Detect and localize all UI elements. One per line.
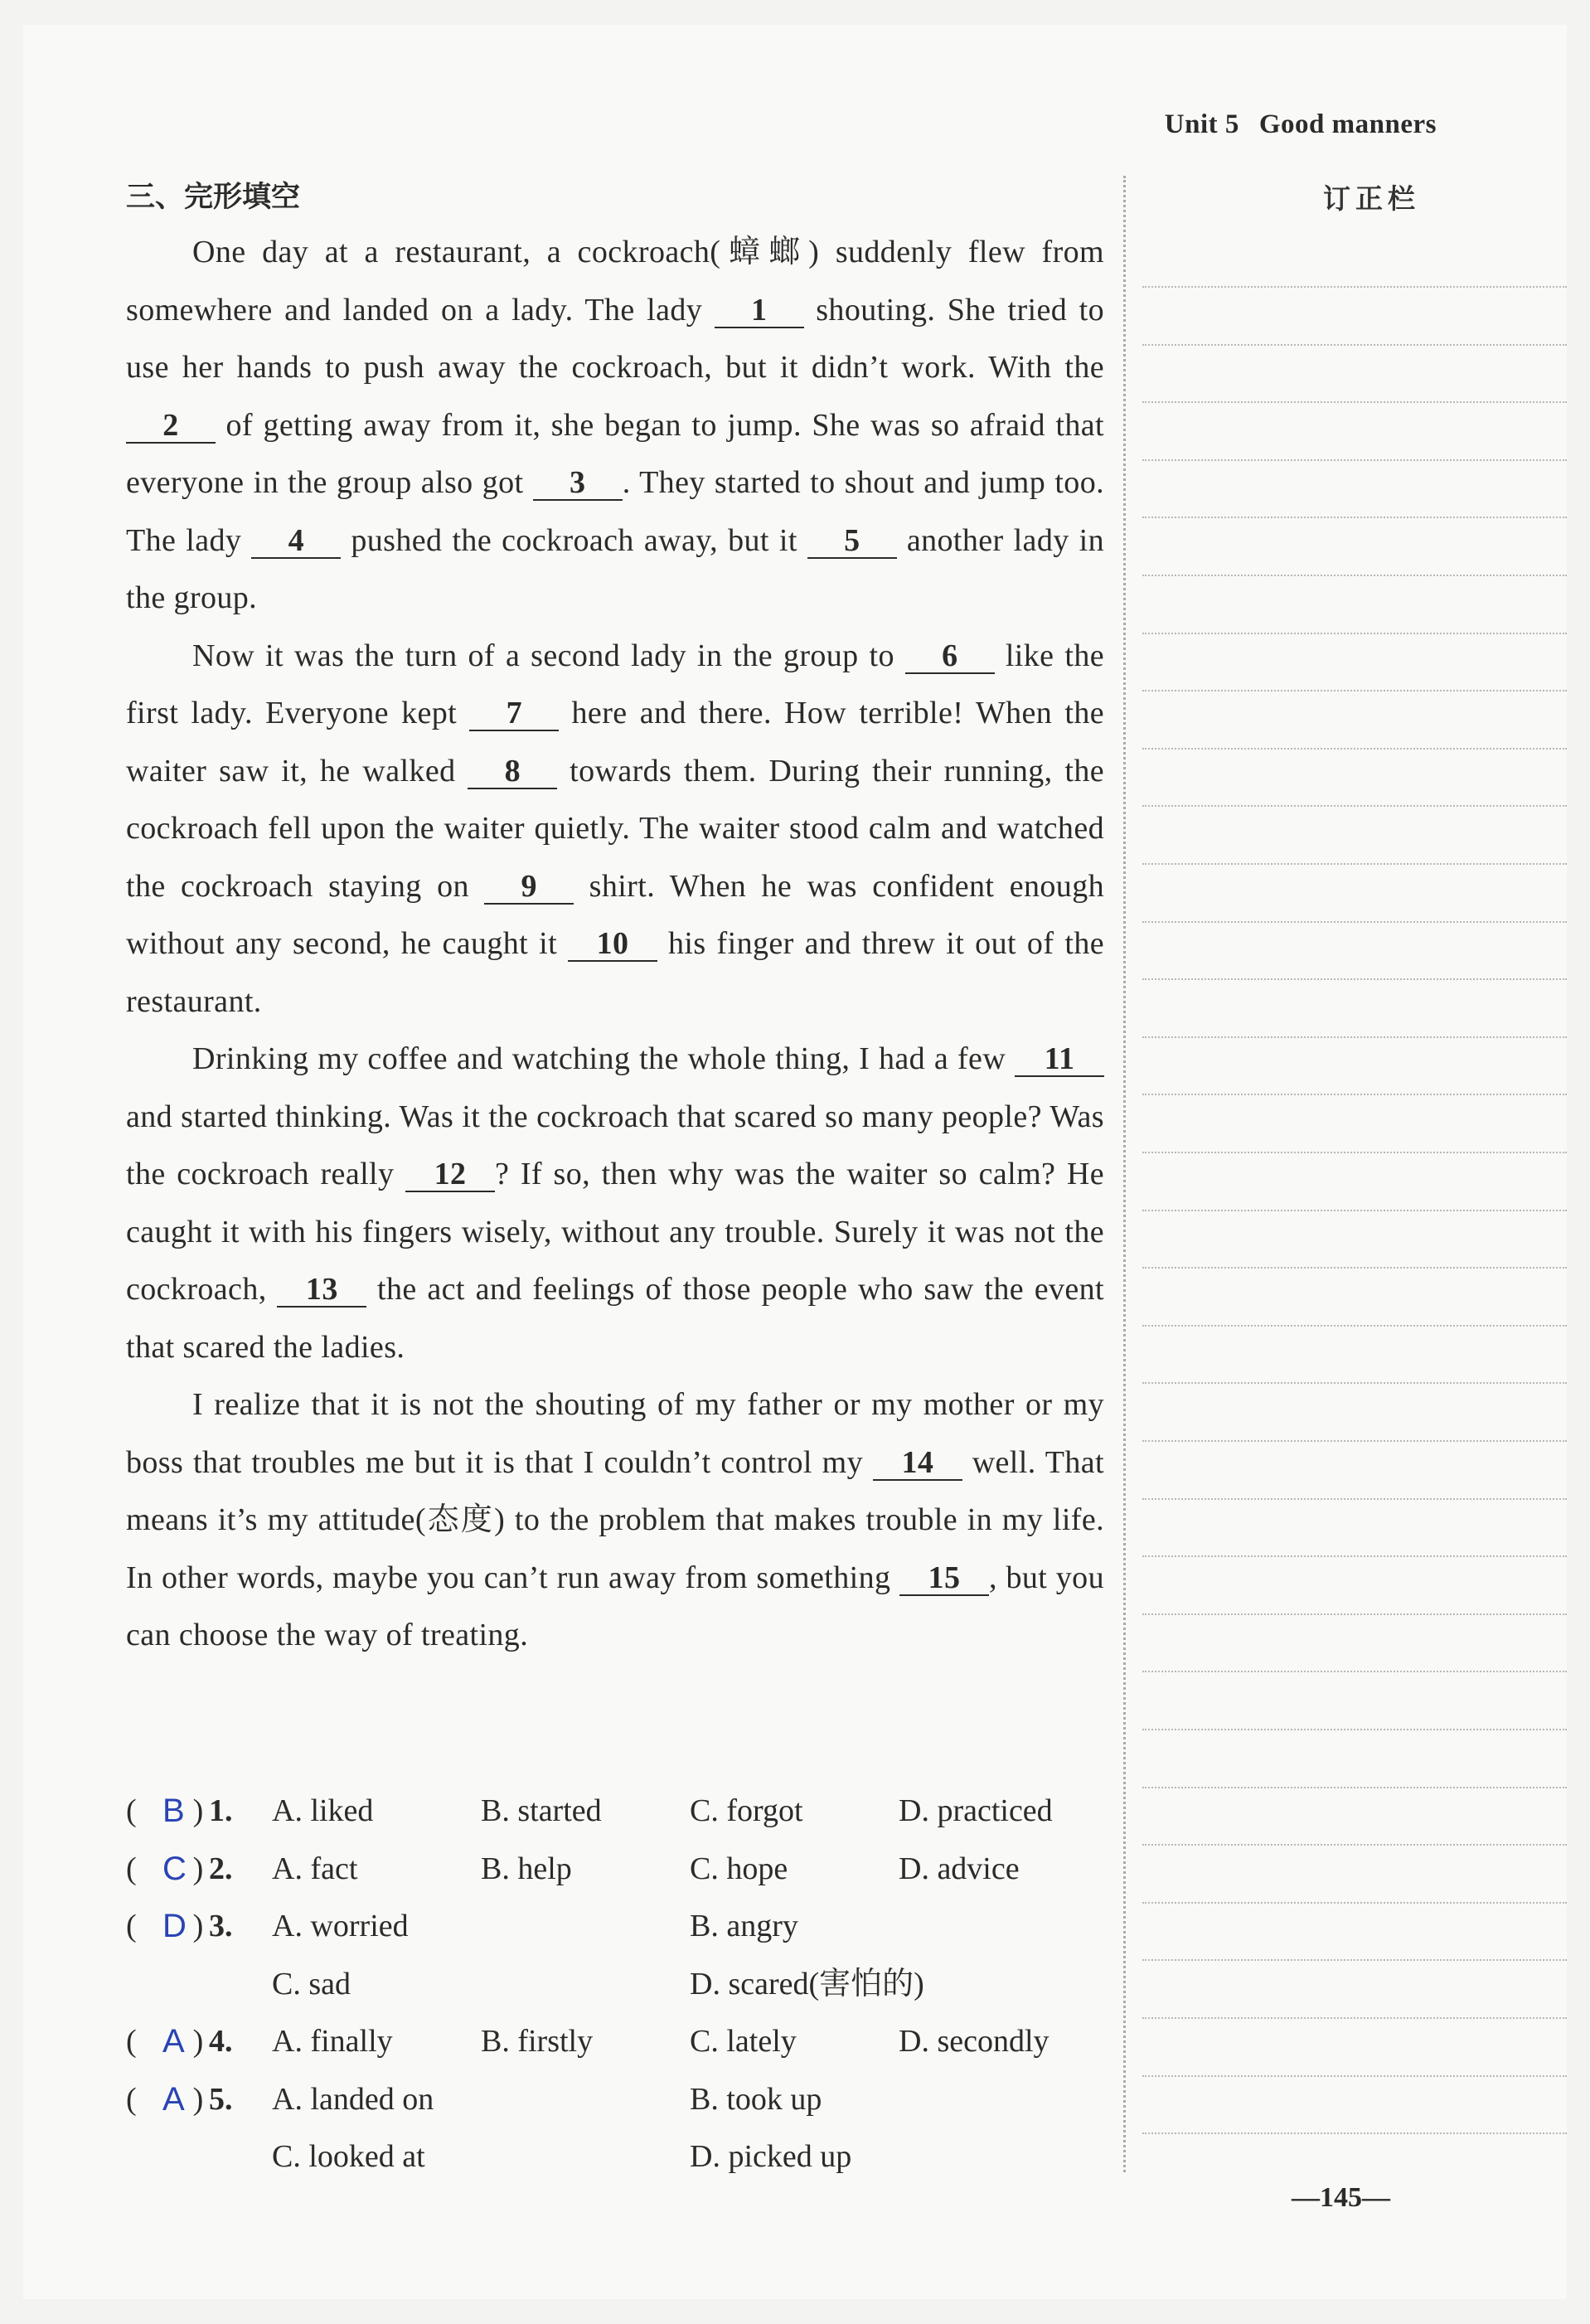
column-divider [1123, 176, 1126, 2172]
option-a: A. worried [272, 1909, 409, 1943]
correction-line [1142, 401, 1567, 403]
blank-3: 3 [533, 466, 623, 501]
option-c: C. hope [690, 1851, 788, 1886]
correction-line [1142, 286, 1567, 288]
option-d: D. practiced [899, 1793, 1053, 1828]
paragraph-2: Now it was the turn of a second lady in the group to 6 like the first lady. Everyone kept 7 here and there. How terrible! When the waiter saw it, he walked 8 towards them. During their running, the cockroach fell upon the waiter quietly. The waiter stood calm and watched the cockroach staying on 9 shirt. When he was confident enough without any second, he caught it 10 his finger and threw it out of the restaurant. [126, 638, 1104, 1019]
correction-line [1142, 1036, 1567, 1038]
question-number: 1. [209, 1793, 233, 1828]
correction-line [1142, 1440, 1567, 1442]
blank-8: 8 [468, 754, 557, 789]
answer-mark: A [162, 2023, 185, 2060]
correction-line [1142, 344, 1567, 346]
correction-line [1142, 2132, 1567, 2134]
correction-line [1142, 517, 1567, 518]
blank-9: 9 [484, 870, 574, 905]
question-5-continued [126, 2128, 1104, 2186]
correction-line [1142, 690, 1567, 691]
unit-label: Unit 5 [1164, 109, 1239, 139]
blank-6: 6 [905, 639, 995, 674]
correction-line [1142, 459, 1567, 461]
blank-7: 7 [469, 696, 559, 731]
correction-line [1142, 1959, 1567, 1961]
correction-line [1142, 1152, 1567, 1153]
correction-line [1142, 1382, 1567, 1384]
option-d: D. picked up [690, 2139, 852, 2174]
page-number: —145— [1292, 2182, 1390, 2213]
question-number: 5. [209, 2081, 233, 2117]
answer-bracket: ( ) [126, 1851, 204, 1886]
blank-5: 5 [807, 524, 897, 559]
option-b: B. help [481, 1851, 572, 1886]
question-number: 3. [209, 1909, 233, 1943]
correction-line [1142, 1555, 1567, 1557]
correction-line [1142, 2075, 1567, 2077]
correction-line [1142, 805, 1567, 807]
question-3 [126, 1898, 1104, 1956]
question-3-continued [126, 1956, 1104, 2014]
question-number: 2. [209, 1851, 233, 1886]
correction-line [1142, 921, 1567, 923]
option-d: D. advice [899, 1851, 1020, 1886]
correction-line [1142, 1267, 1567, 1269]
correction-line [1142, 978, 1567, 980]
cloze-passage [126, 224, 1104, 1665]
blank-12: 12 [405, 1157, 495, 1192]
correction-line [1142, 1613, 1567, 1615]
paragraph-1: One day at a restaurant, a cockroach(蟑螂) suddenly flew from somewhere and landed on a lady. The lady 1 shouting. She tried to use her hands to push away the cockroach, but it didn’t work. With the 2 of getting away from it, she began to jump. She was so afraid that everyone in the group also got 3 . They started to shout and jump too. The lady 4 pushed the cockroach away, but it 5 another lady in the group. [126, 235, 1105, 615]
answer-bracket: ( ) [126, 2024, 204, 2059]
question-number: 4. [209, 2024, 233, 2059]
correction-line [1142, 1210, 1567, 1211]
correction-line [1142, 1094, 1567, 1095]
correction-line [1142, 633, 1567, 634]
correction-line [1142, 863, 1567, 865]
correction-column-title: 订正栏 [1323, 182, 1420, 215]
correction-line [1142, 1671, 1567, 1672]
blank-11: 11 [1015, 1042, 1104, 1077]
blank-10: 10 [568, 927, 657, 962]
section-title: 三、完形填空 [126, 181, 301, 214]
answer-bracket: ( ) [126, 1793, 204, 1828]
option-a: A. finally [272, 2024, 393, 2059]
option-c: C. lately [690, 2024, 797, 2059]
blank-14: 14 [873, 1446, 962, 1481]
option-b: B. firstly [481, 2024, 594, 2059]
answer-bracket: ( ) [126, 2081, 204, 2117]
correction-line [1142, 748, 1567, 750]
question-2 [126, 1841, 1104, 1899]
option-d: D. secondly [899, 2024, 1049, 2059]
question-list [126, 1783, 1104, 2186]
option-b: B. angry [690, 1909, 798, 1943]
option-b: B. took up [690, 2081, 822, 2117]
option-c: C. forgot [690, 1793, 803, 1828]
option-c: C. sad [272, 1966, 351, 2001]
question-4 [126, 2013, 1104, 2071]
option-a: A. liked [272, 1793, 374, 1828]
answer-mark: A [162, 2080, 185, 2118]
correction-line [1142, 575, 1567, 576]
blank-4: 4 [251, 524, 341, 559]
correction-line [1142, 2017, 1567, 2019]
page-header [1165, 109, 1437, 140]
answer-mark: D [162, 1908, 187, 1944]
paragraph-4: I realize that it is not the shouting of my father or my mother or my boss that troubles me but it is that I couldn’t control my 14 well. That means it’s my attitude(态度) to the problem that makes trouble in my life. In other words, maybe you can’t run away from something 15 , but you can choose the way of treating. [126, 1387, 1104, 1652]
blank-15: 15 [899, 1561, 989, 1596]
option-a: A. fact [272, 1851, 358, 1886]
answer-mark: C [162, 1850, 187, 1887]
correction-line [1142, 1844, 1567, 1846]
answer-bracket: ( ) [126, 1909, 204, 1943]
paragraph-3: Drinking my coffee and watching the whole thing, I had a few 11 and started thinking. Was it the cockroach that scared so many people? Was the cockroach really 12 ? If so, then why was the waiter so calm? He caught it with his fingers wisely, without any trouble. Surely it was not the cockroach, 13 the act and feelings of those people who saw the event that scared the ladies. [126, 1041, 1104, 1365]
blank-1: 1 [715, 294, 804, 328]
option-d: D. scared(害怕的) [690, 1966, 924, 2001]
blank-13: 13 [277, 1273, 366, 1308]
answer-mark: B [162, 1793, 185, 1829]
correction-line [1142, 1729, 1567, 1730]
blank-2: 2 [126, 409, 216, 444]
correction-line [1142, 1498, 1567, 1500]
correction-line [1142, 1325, 1567, 1327]
question-1 [126, 1783, 1104, 1841]
option-c: C. looked at [272, 2139, 425, 2174]
option-b: B. started [481, 1793, 602, 1828]
unit-title: Good manners [1258, 109, 1437, 139]
option-a: A. landed on [272, 2081, 434, 2117]
correction-line [1142, 1787, 1567, 1788]
correction-line [1142, 1902, 1567, 1904]
question-5 [126, 2071, 1104, 2129]
